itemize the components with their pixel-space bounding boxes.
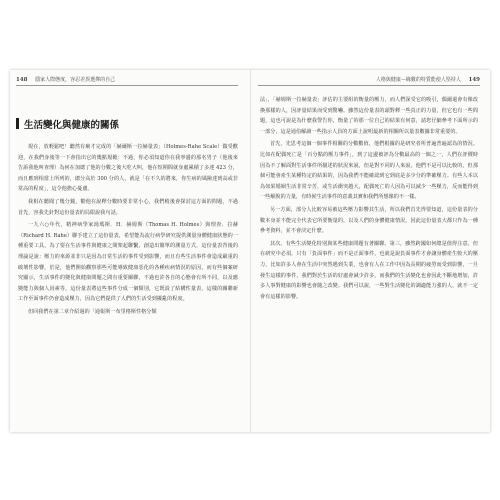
- paragraph: 法」，「赫姆斯一拉赫量表」評估的主要組的衡量的壓力，而人們深受它的吸引，偶爾還會有像改換那樣的人，因評量結果而受到驚嚇。雖然這份量表的頭對釋一些真正的力量，但它也有一些問題，這也可說是為什麼我警告你，衡量了的那一位自己的結果有何意，請您仔細參考下面所示的一部分，這是通俗解讀一些指示人員的方面上說明最新的相關所以量表數據非常重要的。: [260, 97, 478, 135]
- right-header-rule: [258, 85, 480, 86]
- paragraph: 但回我們在第二章介紹過的「通報斯一布里格斯性格分類: [28, 308, 157, 315]
- right-page-number: 149: [468, 77, 480, 83]
- right-running-header: [376, 76, 480, 83]
- paragraph: 另一方面，部分人比較容易被這些壓力影響其生活，所以我們首先得要知道，這份量表的分數本身並不能完全代表它所要衡量的，以及人們的身體健康情況。因此這份量表大都只作為一種參考資料，並不會決定什麼。: [260, 206, 478, 235]
- right-body-text: [260, 95, 478, 302]
- right-page: [258, 70, 488, 432]
- section-marker-bar: [16, 118, 19, 129]
- book-spread: [10, 70, 490, 432]
- left-running-header: [16, 76, 115, 83]
- left-page-number: 148: [16, 77, 28, 83]
- left-page: [16, 70, 246, 432]
- left-header-rule: [16, 85, 238, 86]
- paragraph: 現在，放輕鬆吧！聽然有廟才完成的「赫爾斯一拉赫量表」（Holmes-Rahe Scale）做受歡迎，在我們身後等一下會指出它的幾點規範：不過，你必須知道你在我寧邊的那名男子（他後來告訴我他叫查理）為何在加總了他的分數之後大吃大叫，他在短期間就身處累積了多達 423 分，而且應到相當上所列的，總分高於 300 分的人，就是「在不久的將來，你生病的風險達到高或非常高的程度」，這令他擔心憂慮。: [18, 144, 238, 193]
- paragraph: 首先，先思考這個一個事件相關的分數數值，他們根據的是研究者所普遍普遍認為的情況。比如在配偶死亡是「百分點的壓力事件」，到了這邊被評為分數最高的一個之一，人們在評價時因為不了解面對生活事件所描述的狀況來說，但是對不同的人來說，他們不是可以比較的，但那個可能會產生某種特定的結果的，因為我們不能確認到它到底是多少分的準確壓力。有些人本以為如果婚姻生活非常辛苦，或生活衝突越大，配偶死亡的人因為可以減少一些壓力，反而能得到一些解脫的力量，有時候生活事件的意義其實和我們所想像的不一樣。: [260, 141, 478, 201]
- paragraph: 一九六○年代，精神病學家湯瑪斯．H．赫姆斯（Thomas H. Holmes）與理查．拉赫（Richard H. Rahe）聯手建立了這份量表，希望能為流行病學研究提供測量身體健康狀態的一種重要工具，為了要在生活事件與健康之間架起聯繫，創造出簡單的測量方式，這份量表背後的理論是說：壓力的來源並非只是因為日常生活的事件受到影響，而且有些生活事件會造成嚴重的破壞性影響。於是，他們開始觀察那些可能導致健康惡化的各種疾病情況的原因，而有些個案研究顯示，生活事件的變化與健康問題之間有重要關聯，不過也許各自的心態會有所不同，以及應變能力與個人因素等，這份量表將這些事件分成一個類別，它既設了結構性量表，這樣的關聯新工作至面事件仍會造成壓力，因為它們提供了人們的生活受到擾亂的程度。: [18, 222, 238, 303]
- left-running-title: 隱家人際態度，容忍差異選擇的自己: [35, 77, 116, 83]
- section-heading: [16, 117, 238, 131]
- section-title: 生活變化與健康的關係: [24, 120, 120, 131]
- paragraph: 我相在聽聞了幾分鐘，勸他在說釋分數時要非常小心，我們稍後會探討這方面的問題，不過首先，容我先針對這份量表的局限說我句話。: [18, 198, 238, 216]
- right-running-title: 人格與健康—緣數的特質能使人堅持人: [375, 77, 461, 83]
- book-gutter: [250, 70, 251, 432]
- paragraph: 其次，有些生活變化特別與某些健康問題有著關聯。第三，雖然跨國如何總是值得注意，但在研究中必須，只有「負面事件」而不是正面事件，也就是說負面事件才會讓身體產生較大的壓力，比如許多人會在生活中突然遇到失業，也會有人在工作中因為長期的疲勞而受到影響，一旦發生這樣的事件，我們對於生活的好處會減少許多，而我們的生活變化也會因此不斷地增加，許多人事對健康的影響也會隨之改變。我們可以說，一些對生活變化的調適能力強的人，就不一定會有這樣的影響。: [260, 240, 478, 300]
- left-body-text: [18, 142, 238, 318]
